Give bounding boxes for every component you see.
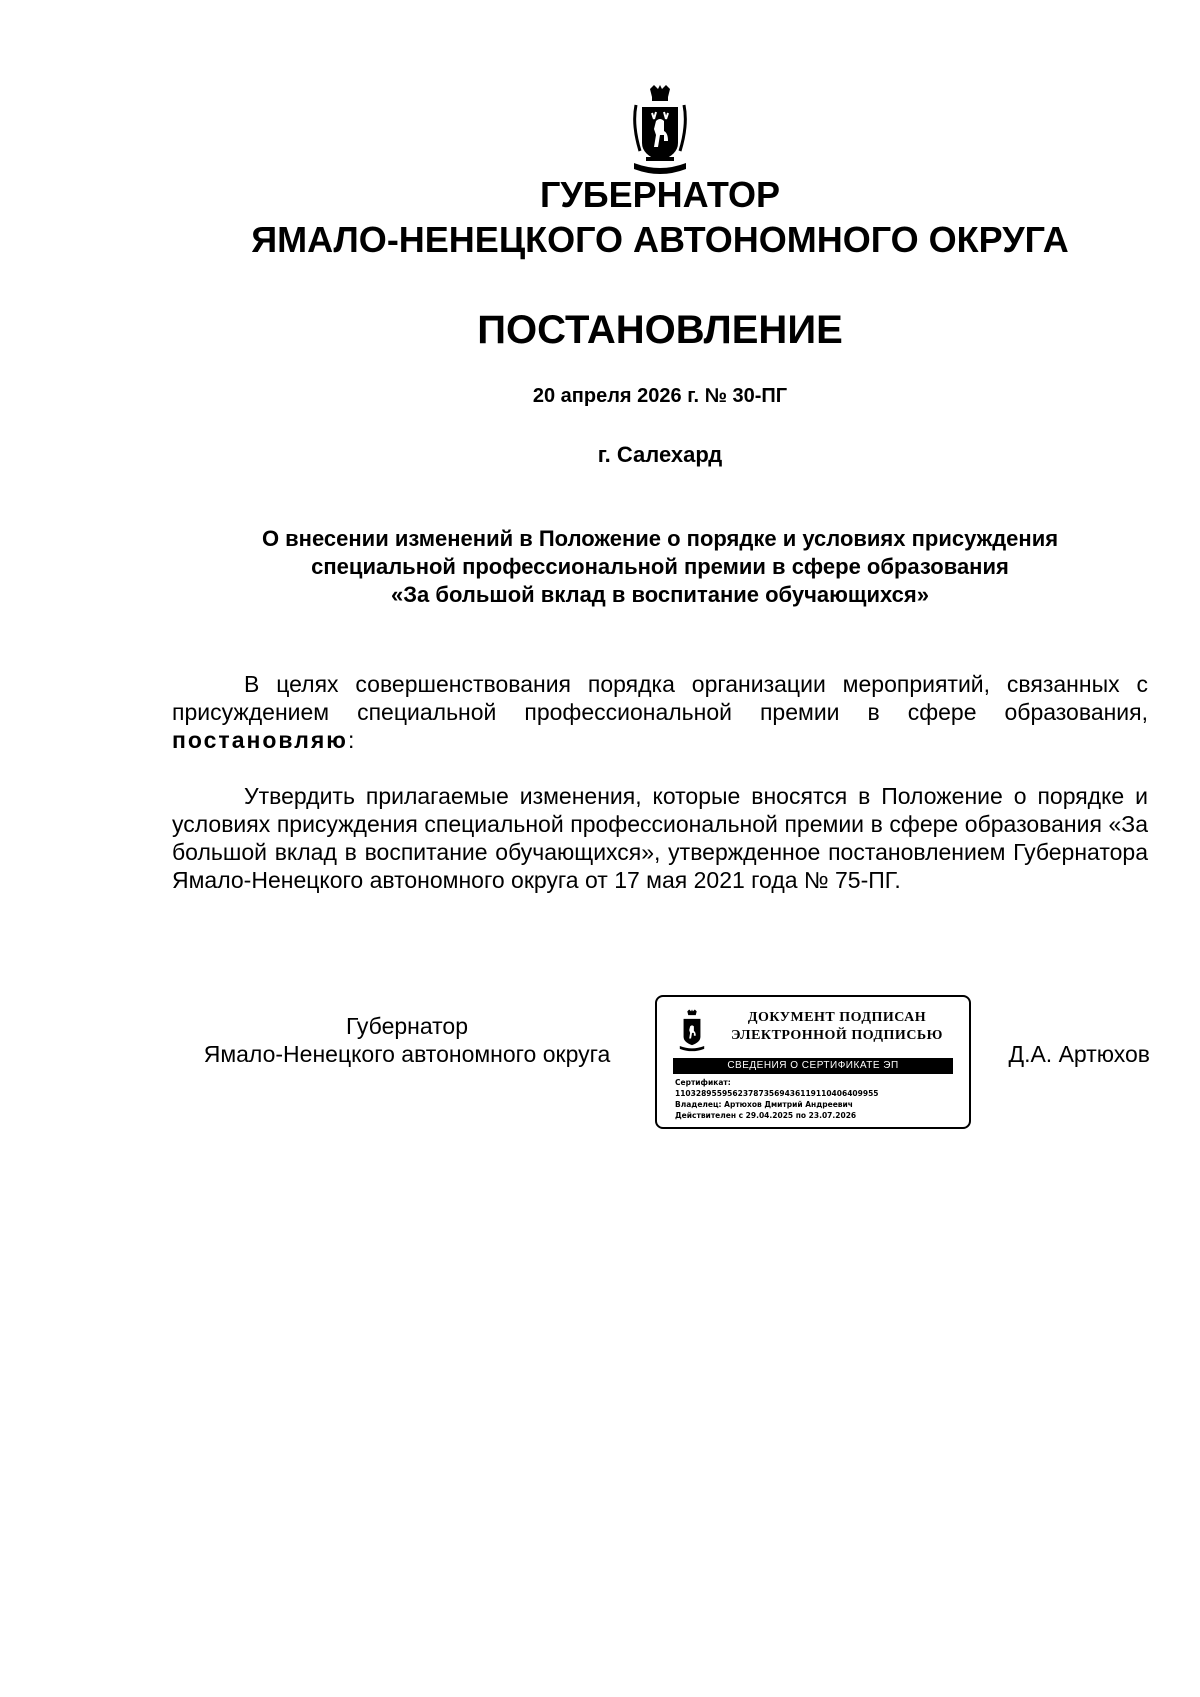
header-title-line1: ГУБЕРНАТОР [539, 174, 780, 215]
signatory-title-line2: Ямало-Ненецкого автономного округа [203, 1041, 611, 1067]
document-date-number: 20 апреля 2026 г. № 30-ПГ [532, 385, 788, 407]
document-city: г. Салехард [597, 442, 723, 467]
coat-of-arms-icon [628, 85, 692, 177]
body-paragraph-2: Утвердить прилагаемые изменения, которые вносятся в Положение о порядке и условиях присуждения специальной профессиональной премии в сфере образования «За большой вклад в воспитание обучающихся», утвержденное постановлением Губернатора Ямало-Ненецкого автономного округа от 17 мая 2021 года № 75-ПГ. [172, 783, 1148, 893]
stamp-coat-of-arms-icon [677, 1009, 707, 1053]
stamp-validity: Действителен с 29.04.2025 по 23.07.2026 [675, 1111, 857, 1120]
stamp-cert-number: 110328955956237873569436119110406409955 [675, 1089, 879, 1098]
stamp-certificate-info [675, 1077, 957, 1121]
stamp-heading-line2: ЭЛЕКТРОННОЙ ПОДПИСЬЮ [731, 1028, 943, 1043]
document-subject [170, 525, 1150, 609]
signatory-title [172, 1012, 642, 1068]
stamp-owner: Владелец: Артюхов Дмитрий Андреевич [675, 1100, 853, 1109]
body-paragraph-1 [172, 670, 1148, 754]
stamp-certificate-bar: СВЕДЕНИЯ О СЕРТИФИКАТЕ ЭП [673, 1058, 953, 1074]
stamp-heading [717, 1009, 957, 1045]
stamp-heading-line1: ДОКУМЕНТ ПОДПИСАН [747, 1010, 927, 1025]
document-type: ПОСТАНОВЛЕНИЕ [477, 308, 843, 352]
paragraph-1-emphasis: постановляю [172, 727, 348, 753]
signatory-name: Д.А. Артюхов [1008, 1041, 1150, 1067]
paragraph-1-end: : [347, 727, 355, 753]
subject-line3: «За большой вклад в воспитание обучающихся» [391, 582, 929, 607]
electronic-signature-stamp [655, 995, 971, 1129]
paragraph-1-text: В целях совершенствования порядка организации мероприятий, связанных с присуждением специальной профессиональной премии в сфере образования, [172, 671, 1148, 725]
subject-line2: специальной профессиональной премии в сфере образования [311, 554, 1009, 579]
stamp-cert-label: Сертификат: [675, 1078, 731, 1087]
signatory-title-line1: Губернатор [345, 1013, 469, 1039]
header-title-line2: ЯМАЛО-НЕНЕЦКОГО АВТОНОМНОГО ОКРУГА [251, 219, 1069, 260]
subject-line1: О внесении изменений в Положение о порядке и условиях присуждения [261, 526, 1059, 551]
